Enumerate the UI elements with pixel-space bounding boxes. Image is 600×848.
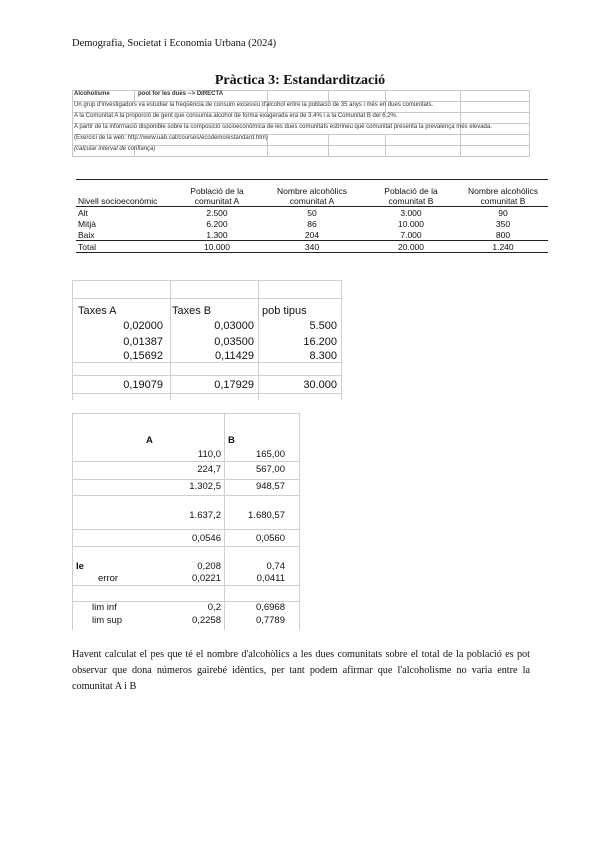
sheet-source-link: (Exercici de la web: http://www.uab.cat/courses/ecodemo/estandard.htm) (74, 135, 268, 141)
header-level: Nivell socioeconòmic (76, 180, 174, 207)
rate-b: 0,03500 (214, 336, 254, 348)
value-b: 948,57 (255, 481, 285, 492)
standard-rate-b: 0,0560 (255, 533, 285, 544)
cell: Total (76, 241, 174, 253)
rates-block (72, 280, 342, 400)
table-row (76, 218, 548, 229)
header-pop-a: Població de la comunitat A (174, 180, 258, 207)
rate-b-total: 0,17929 (214, 379, 254, 391)
rate-b: 0,11429 (215, 350, 254, 362)
limsup-a: 0,2258 (191, 615, 221, 626)
col-a-header: A (146, 435, 153, 446)
header-alc-b: Nombre alcohòlics comunitat B (456, 180, 548, 207)
cell: 50 (307, 208, 317, 218)
cell: 1.240 (456, 241, 548, 253)
header-pop-b: Població de la comunitat B (364, 180, 456, 207)
page-title: Pràctica 3: Estandardització (214, 73, 386, 88)
pop-standard: 8.300 (309, 350, 337, 362)
header-alc-a: Nombre alcohòlics comunitat A (258, 180, 364, 207)
rate-b: 0,03000 (214, 320, 254, 332)
cell: 1.300 (206, 230, 228, 240)
error-a: 0,0221 (191, 573, 221, 584)
liminf-label: lim inf (92, 602, 117, 613)
ie-label: Ie (76, 561, 84, 572)
cell: 2.500 (206, 208, 228, 218)
cell: 7.000 (400, 230, 422, 240)
pop-standard: 16.200 (303, 336, 337, 348)
table-row (76, 229, 548, 241)
rate-a: 0,02000 (123, 320, 163, 332)
sheet-statement-line2: A la Comunitat A la proporció de gent que consumia alcohol de forma exagerada era de 3.4% i a la Comunitat B del 6,2%. (74, 113, 398, 119)
cell: 90 (498, 208, 508, 218)
cell: 3.000 (400, 208, 422, 218)
value-a: 110,0 (197, 449, 221, 460)
cell: 10.000 (174, 241, 258, 253)
col-b-header: B (228, 435, 235, 446)
rates-header-pop: pob tipus (262, 305, 307, 317)
cell: Mitjà (78, 219, 96, 229)
sheet-statement-line3: A partir de la informació disponible sobre la composició socioeconòmica de les dues comunitats esbrineu què comunitat presenta la prevalença més elevada. (74, 124, 492, 130)
ie-a: 0,208 (197, 561, 221, 572)
rate-a-total: 0,19079 (123, 379, 163, 391)
ie-b: 0,74 (266, 561, 285, 572)
pop-standard-total: 30.000 (303, 379, 337, 391)
sheet-topic-value: pool for les dues --> DIRECTA (138, 91, 224, 97)
rate-a: 0,15692 (123, 350, 163, 362)
standard-rate-a: 0,0546 (191, 533, 221, 544)
limsup-label: lim sup (92, 615, 123, 626)
cell: 20.000 (364, 241, 456, 253)
population-table (76, 179, 548, 253)
table-total-row (76, 241, 548, 253)
cell: Baix (78, 230, 95, 240)
value-b: 165,00 (255, 449, 285, 460)
exercise-statement-sheet (72, 90, 530, 158)
cell: 204 (304, 230, 320, 240)
table-header-row (76, 180, 548, 207)
rate-a: 0,01387 (123, 336, 163, 348)
value-a: 224,7 (197, 464, 221, 475)
sheet-statement-line1: Un grup d'investigadors va estudiar la freqüència de consum excessiu d'alcohol entre la població de 35 anys i més en dues comunitats. (74, 102, 434, 108)
cell: 800 (495, 230, 511, 240)
sheet-topic-label: Alcoholisme (74, 91, 110, 97)
rates-header-a: Taxes A (78, 305, 117, 317)
liminf-a: 0,2 (207, 602, 221, 613)
standardization-block (72, 413, 300, 630)
error-label: error (98, 573, 119, 584)
sum-b: 1.680,57 (248, 510, 285, 521)
sum-a: 1.637,2 (189, 510, 221, 521)
cell: Alt (78, 208, 88, 218)
conclusion-paragraph: Havent calculat el pes que té el nombre d'alcohòlics a les dues comunitats sobre el total de la població es pot observar que dona números gairebé idèntics, per tant podem afirmar que l'alcoholisme no varia entre la comunitat A i B (72, 649, 530, 692)
sheet-note: (calcular interval de confiança) (74, 146, 156, 152)
limsup-b: 0,7789 (255, 615, 285, 626)
value-a: 1.302,5 (189, 481, 221, 492)
error-b: 0,0411 (256, 573, 285, 584)
value-b: 567,00 (255, 464, 285, 475)
cell: 340 (258, 241, 364, 253)
pop-standard: 5.500 (309, 320, 337, 332)
liminf-b: 0,6968 (255, 602, 285, 613)
cell: 10.000 (398, 219, 424, 229)
rates-header-b: Taxes B (172, 305, 212, 317)
table-row (76, 207, 548, 219)
cell: 350 (495, 219, 511, 229)
document-header: Demografia, Societat i Economia Urbana (2024) (72, 38, 277, 49)
cell: 6.200 (206, 219, 228, 229)
cell: 86 (307, 219, 317, 229)
